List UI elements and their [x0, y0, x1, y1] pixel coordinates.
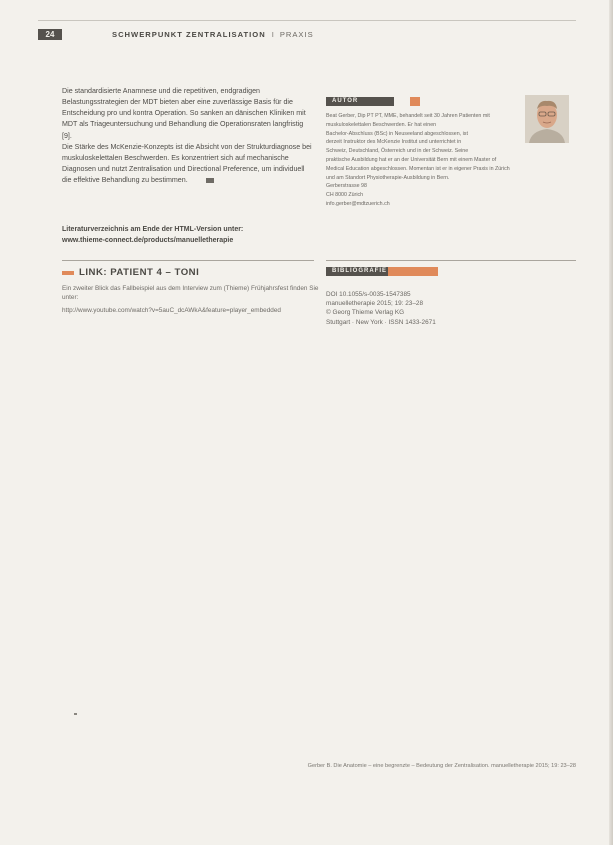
end-mark-icon	[206, 178, 214, 183]
link-description: Ein zweiter Blick das Fallbeispiel aus dem Interview zum (Thieme) Frühjahrsfest finden Sie unter:	[62, 285, 319, 301]
link-body	[62, 284, 322, 315]
body-paragraph-2-text: Die Stärke des McKenzie-Konzepts ist die Absicht von der Strukturdiagnose bei muskuloskelettalen Beschwerden. Es konzentriert sich auf mechanische Diagnosen und nutzt Zentralisation und Directional Preference, um individuell die effektive Behandlung zu bestimmen.	[62, 142, 312, 185]
section-rule-right	[326, 260, 576, 261]
bibliography-publisher: Stuttgart · New York · ISSN 1433-2671	[326, 318, 436, 326]
author-address-city: CH 8000 Zürich	[326, 192, 364, 199]
author-accent-bar	[410, 97, 420, 106]
bibliography-label: BIBLIOGRAFIE	[326, 267, 388, 276]
bibliography-doi: DOI 10.1055/s-0035-1547385	[326, 291, 411, 298]
link-heading	[62, 267, 199, 278]
bibliography-label-row	[326, 267, 438, 276]
bibliography-journal: manuelletherapie 2015; 19: 23–28	[326, 300, 424, 308]
link-accent-dash	[62, 271, 74, 275]
author-bio-line: Bachelor-Abschluss (BSc) in Neuseeland abgeschlossen, ist	[326, 130, 468, 137]
author-box	[326, 97, 576, 209]
top-rule	[38, 20, 576, 21]
section-rule-left	[62, 260, 314, 261]
author-photo	[525, 95, 569, 143]
author-bio-line: Beat Gerber, Dip PT PT, MME, behandelt seit 30 Jahren Patienten mit muskuloskelettalen Beschwerden. Er hat einen	[326, 113, 490, 128]
bibliography-accent-bar	[388, 267, 438, 276]
link-title: LINK: PATIENT 4 – TONI	[79, 267, 200, 278]
bibliography-copyright: © Georg Thieme Verlag KG	[326, 309, 405, 317]
video-link-url[interactable]: http://www.youtube.com/watch?v=5auC_dcAWkA&feature=player_embedded	[62, 307, 281, 314]
literature-url[interactable]: www.thieme-connect.de/products/manuelletherapie	[62, 237, 234, 244]
page-number: 24	[38, 29, 62, 40]
body-paragraph-1: Die standardisierte Anamnese und die repetitiven, endgradigen Belastungsstrategien der MDT bieten aber eine zuverlässige Basis für die Entscheidung pro und kontra Operation. So sanken an dänischen Kliniken mit MDT als Triageuntersuchung und Behandlung die Operationsraten langfristig [9].	[62, 87, 306, 140]
bibliography-details	[326, 290, 576, 327]
author-bio-line: praktische Ausbildung hat er an der Universität Bern mit einem Master of	[326, 156, 497, 163]
margin-mark	[74, 713, 77, 715]
literature-line-1: Literaturverzeichnis am Ende der HTML-Version unter:	[62, 226, 244, 233]
subsection-title: PRAXIS	[279, 29, 314, 39]
header-separator: I	[271, 29, 274, 39]
author-label: AUTOR	[326, 97, 394, 106]
page-footer: Gerber B. Die Anatomie – eine begrenzte – Bedeutung der Zentralisation. manuelletherapie 2015; 19: 23–28	[307, 763, 576, 769]
page-edge-shadow	[609, 0, 613, 845]
author-bio-line: Schweiz, Deutschland, Österreich und in der Schweiz. Seine	[326, 148, 469, 155]
body-text	[62, 86, 312, 186]
bibliography-header	[326, 267, 438, 276]
author-portrait-icon	[525, 95, 569, 143]
author-email[interactable]: info.gerber@mdtzuerich.ch	[326, 200, 390, 207]
literature-note	[62, 224, 322, 246]
section-title: SCHWERPUNKT ZENTRALISATION	[112, 29, 266, 39]
author-bio-line: Medical Education abgeschlossen. Momentan ist er in eigener Praxis in Zürich	[326, 165, 510, 172]
author-bio-line: und am Standort Physiotherapie-Ausbildung in Bern.	[326, 174, 450, 181]
author-bio-line: derzeit Instruktor des McKenzie Institut und unterrichtet in	[326, 139, 462, 146]
author-bio	[326, 112, 522, 209]
body-paragraph-2	[62, 142, 312, 187]
author-address-street: Gerberstrasse 98	[326, 183, 367, 190]
running-header	[38, 28, 314, 40]
